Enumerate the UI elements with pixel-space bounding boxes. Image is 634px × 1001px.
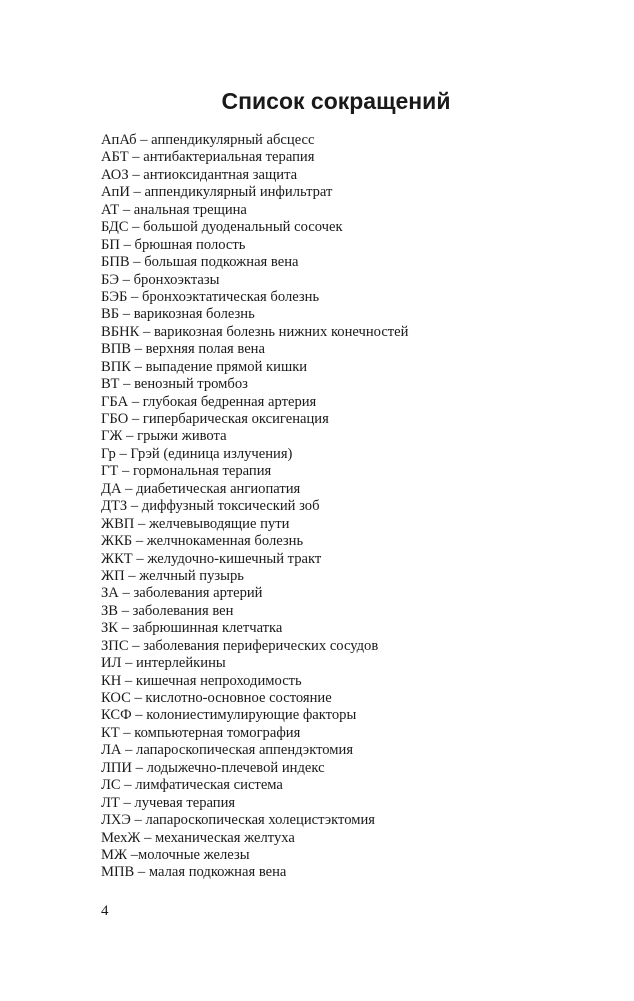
abbreviation-separator: –: [131, 358, 146, 375]
abbreviation-entry: [101, 376, 408, 393]
abbreviation-meaning: бронхоэктатическая болезнь: [142, 288, 320, 305]
abbreviation-entry: [101, 568, 408, 585]
abbreviation-meaning: желчный пузырь: [139, 567, 244, 584]
abbreviation-term: МехЖ: [101, 829, 141, 846]
abbreviation-separator: –: [119, 724, 135, 741]
abbreviation-entry: [101, 498, 408, 515]
abbreviation-separator: –: [118, 463, 133, 480]
abbreviation-entry: [101, 394, 408, 411]
abbreviation-separator: –: [118, 620, 133, 637]
abbreviation-meaning: желчнокаменная болезнь: [146, 533, 304, 550]
abbreviation-entry: [101, 847, 408, 864]
abbreviation-meaning: анальная трещина: [133, 201, 247, 218]
abbreviation-separator: –: [132, 550, 148, 567]
abbreviation-separator: –: [119, 201, 134, 218]
abbreviation-entry: [101, 428, 408, 445]
abbreviation-meaning: колониестимулирующие факторы: [146, 707, 357, 724]
abbreviation-term: ЗВ: [101, 602, 119, 619]
abbreviation-meaning: глубокая бедренная артерия: [142, 393, 317, 410]
abbreviation-entry: [101, 306, 408, 323]
abbreviation-term: ЛПИ: [101, 759, 132, 776]
abbreviation-entry: [101, 219, 408, 236]
abbreviation-separator: –: [122, 428, 138, 445]
abbreviation-separator: –: [128, 393, 143, 410]
abbreviation-entry: [101, 289, 408, 306]
abbreviation-term: АБТ: [101, 149, 129, 166]
abbreviation-meaning: диабетическая ангиопатия: [136, 480, 301, 497]
abbreviation-entry: [101, 585, 408, 602]
abbreviation-entry: [101, 864, 408, 881]
abbreviation-entry: [101, 149, 408, 166]
abbreviation-separator: –: [121, 742, 137, 759]
abbreviation-meaning: выпадение прямой кишки: [145, 358, 308, 375]
abbreviation-separator: –: [119, 306, 134, 323]
abbreviation-separator: –: [128, 637, 144, 654]
abbreviation-meaning: большой дуоденальный сосочек: [143, 219, 343, 236]
abbreviation-entry: [101, 638, 408, 655]
abbreviation-term: АОЗ: [101, 166, 129, 183]
abbreviation-meaning: верхняя полая вена: [145, 341, 265, 358]
abbreviation-meaning: лапароскопическая аппендэктомия: [136, 742, 354, 759]
abbreviation-separator: –: [127, 288, 142, 305]
abbreviation-entry: [101, 481, 408, 498]
abbreviation-entry: [101, 795, 408, 812]
abbreviation-entry: [101, 202, 408, 219]
abbreviation-meaning: лапароскопическая холецистэктомия: [145, 812, 375, 829]
page-number: 4: [101, 903, 109, 919]
abbreviation-term: ДТЗ: [101, 498, 128, 515]
abbreviation-meaning: кислотно-основное состояние: [145, 690, 332, 706]
abbreviation-separator: –: [118, 602, 133, 619]
abbreviation-meaning: кишечная непроходимость: [135, 672, 302, 689]
abbreviation-term: ВПК: [101, 358, 132, 375]
abbreviation-entry: [101, 533, 408, 550]
abbreviation-separator: –: [131, 341, 146, 358]
abbreviation-term: ЖКТ: [101, 550, 133, 567]
abbreviation-meaning: лучевая терапия: [134, 794, 236, 811]
abbreviation-meaning: лимфатическая система: [135, 777, 283, 794]
abbreviation-meaning: заболевания периферических сосудов: [143, 637, 379, 654]
abbreviation-entry: [101, 620, 408, 637]
abbreviation-entry: [101, 516, 408, 533]
abbreviation-entry: [101, 830, 408, 847]
abbreviation-meaning: забрюшинная клетчатка: [132, 620, 283, 637]
abbreviation-separator: –: [119, 794, 135, 811]
abbreviation-term: БДС: [101, 219, 129, 236]
abbreviation-meaning: варикозная болезнь: [133, 306, 255, 323]
abbreviation-entry: [101, 655, 408, 672]
page-title: Список сокращений: [221, 88, 451, 114]
abbreviation-term: ЛТ: [101, 794, 120, 811]
abbreviation-entry: [101, 237, 408, 254]
abbreviation-list: [101, 132, 408, 882]
abbreviation-separator: –: [127, 498, 142, 515]
abbreviation-term: КН: [101, 672, 122, 689]
abbreviation-separator: –: [128, 411, 143, 427]
abbreviation-separator: –: [132, 533, 147, 550]
abbreviation-separator: –: [120, 777, 136, 794]
abbreviation-meaning: желчевыводящие пути: [148, 515, 290, 532]
abbreviation-separator: –: [127, 846, 139, 863]
abbreviation-meaning: молочные железы: [138, 846, 250, 863]
abbreviation-entry: [101, 707, 408, 724]
abbreviation-term: ВПВ: [101, 341, 132, 358]
abbreviation-term: КСФ: [101, 707, 132, 724]
abbreviation-term: ВТ: [101, 376, 120, 393]
abbreviation-meaning: антиоксидантная защита: [143, 166, 298, 183]
abbreviation-meaning: грыжи живота: [137, 428, 227, 445]
abbreviation-separator: –: [121, 672, 136, 689]
abbreviation-term: ЗПС: [101, 637, 129, 654]
abbreviation-entry: [101, 673, 408, 690]
abbreviation-meaning: венозный тромбоз: [134, 376, 248, 393]
abbreviation-term: ВБ: [101, 306, 120, 323]
abbreviation-entry: [101, 411, 408, 428]
abbreviation-separator: –: [134, 515, 149, 532]
abbreviation-term: МЖ: [101, 846, 128, 863]
abbreviation-separator: –: [134, 864, 149, 881]
abbreviation-separator: –: [139, 323, 154, 340]
abbreviation-entry: [101, 777, 408, 794]
abbreviation-meaning: диффузный токсический зоб: [141, 498, 320, 515]
abbreviation-meaning: аппендикулярный абсцесс: [151, 132, 315, 148]
abbreviation-entry: [101, 341, 408, 358]
abbreviation-term: ЛХЭ: [101, 812, 131, 829]
abbreviation-separator: –: [131, 759, 147, 776]
abbreviation-entry: [101, 463, 408, 480]
abbreviation-entry: [101, 324, 408, 341]
abbreviation-entry: [101, 760, 408, 777]
abbreviation-term: ЗК: [101, 620, 119, 637]
abbreviation-term: АпАб: [101, 132, 137, 148]
abbreviation-term: ЛА: [101, 742, 122, 759]
abbreviation-separator: –: [128, 166, 144, 183]
abbreviation-separator: –: [130, 812, 146, 829]
abbreviation-term: ГЖ: [101, 428, 123, 445]
abbreviation-term: ЗА: [101, 585, 119, 602]
abbreviation-term: Гр: [101, 445, 116, 462]
abbreviation-entry: [101, 603, 408, 620]
abbreviation-entry: [101, 184, 408, 201]
abbreviation-meaning: заболевания вен: [132, 602, 234, 619]
abbreviation-separator: –: [121, 480, 137, 497]
abbreviation-entry: [101, 167, 408, 184]
abbreviation-term: ГБА: [101, 393, 129, 410]
abbreviation-separator: –: [119, 376, 135, 393]
abbreviation-meaning: варикозная болезнь нижних конечностей: [153, 323, 409, 340]
abbreviation-separator: –: [130, 690, 146, 706]
abbreviation-separator: –: [136, 132, 152, 148]
abbreviation-term: ЖКБ: [101, 533, 133, 550]
abbreviation-term: АТ: [101, 201, 120, 218]
abbreviation-term: ЛС: [101, 777, 121, 794]
abbreviation-meaning: гипербарическая оксигенация: [142, 411, 329, 427]
abbreviation-term: ВБНК: [101, 323, 140, 340]
abbreviation-meaning: аппендикулярный инфильтрат: [144, 184, 333, 201]
abbreviation-entry: [101, 551, 408, 568]
abbreviation-entry: [101, 446, 408, 463]
abbreviation-entry: [101, 812, 408, 829]
abbreviation-entry: [101, 690, 408, 707]
abbreviation-separator: –: [119, 271, 134, 288]
abbreviation-term: КТ: [101, 724, 120, 741]
abbreviation-meaning: гормональная терапия: [132, 463, 272, 480]
abbreviation-term: БЭ: [101, 271, 120, 288]
abbreviation-meaning: лодыжечно-плечевой индекс: [146, 759, 325, 776]
abbreviation-term: ГТ: [101, 463, 119, 480]
abbreviation-separator: –: [119, 236, 135, 253]
abbreviation-entry: [101, 132, 408, 149]
abbreviation-entry: [101, 359, 408, 376]
abbreviation-term: МПВ: [101, 864, 135, 881]
abbreviation-separator: –: [115, 445, 131, 462]
abbreviation-meaning: брюшная полость: [134, 236, 246, 253]
abbreviation-term: АпИ: [101, 184, 130, 201]
abbreviation-separator: –: [131, 707, 147, 724]
abbreviation-entry: [101, 742, 408, 759]
abbreviation-term: КОС: [101, 690, 131, 706]
abbreviation-meaning: интерлейкины: [136, 655, 226, 672]
abbreviation-entry: [101, 254, 408, 271]
abbreviation-meaning: желудочно-кишечный тракт: [147, 550, 322, 567]
abbreviation-separator: –: [140, 829, 156, 846]
abbreviation-entry: [101, 272, 408, 289]
abbreviation-separator: –: [128, 149, 144, 166]
abbreviation-meaning: Грэй (единица излучения): [130, 445, 293, 462]
abbreviation-separator: –: [121, 655, 137, 672]
abbreviation-term: БПВ: [101, 254, 130, 271]
abbreviation-separator: –: [129, 184, 145, 201]
abbreviation-term: БП: [101, 236, 120, 253]
abbreviation-separator: –: [124, 567, 140, 584]
abbreviation-term: ИЛ: [101, 655, 122, 672]
abbreviation-term: ДА: [101, 480, 122, 497]
abbreviation-meaning: бронхоэктазы: [133, 271, 220, 288]
abbreviation-meaning: малая подкожная вена: [148, 864, 287, 881]
abbreviation-separator: –: [129, 254, 145, 271]
abbreviation-meaning: большая подкожная вена: [144, 254, 299, 271]
abbreviation-separator: –: [128, 219, 144, 236]
abbreviation-meaning: компьютерная томография: [134, 724, 301, 741]
abbreviation-term: ГБО: [101, 411, 129, 427]
abbreviation-term: БЭБ: [101, 288, 128, 305]
abbreviation-term: ЖП: [101, 567, 125, 584]
abbreviation-entry: [101, 725, 408, 742]
abbreviation-meaning: механическая желтуха: [155, 829, 295, 846]
abbreviation-term: ЖВП: [101, 515, 135, 532]
abbreviation-meaning: антибактериальная терапия: [143, 149, 315, 166]
abbreviation-separator: –: [118, 585, 134, 602]
abbreviation-meaning: заболевания артерий: [133, 585, 263, 602]
